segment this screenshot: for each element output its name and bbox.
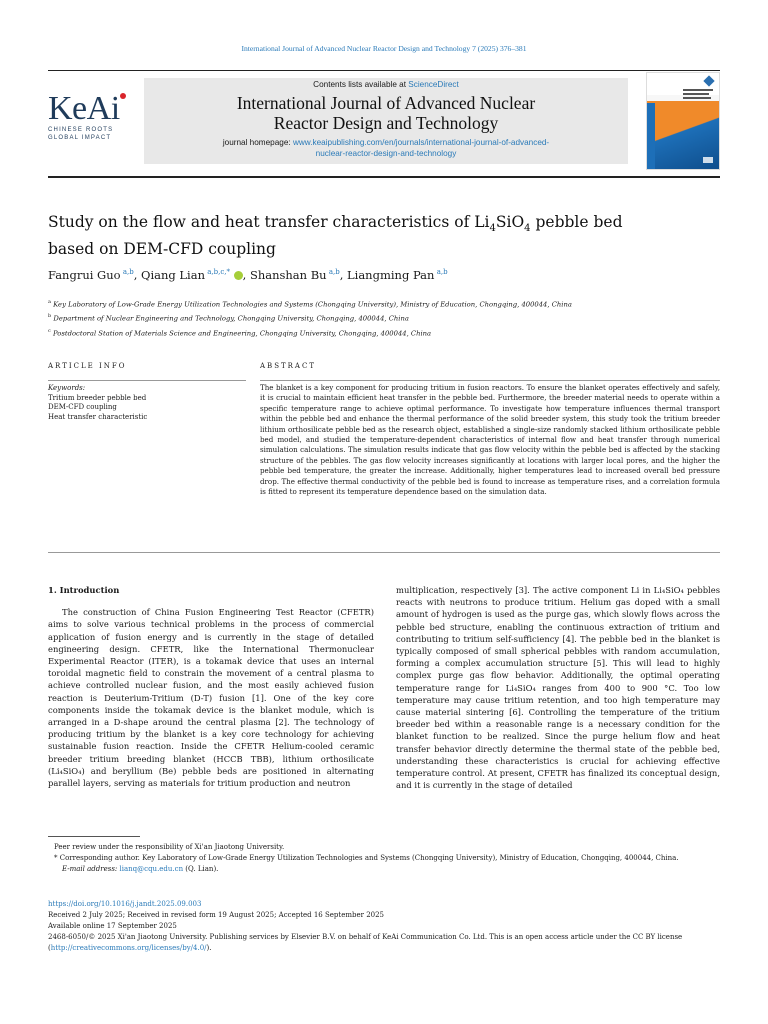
journal-cover-image[interactable] <box>646 72 720 170</box>
journal-reference[interactable]: International Journal of Advanced Nuclear Reactor Design and Technology 7 (2025) 376–381 <box>241 44 527 53</box>
footnote-rule <box>48 836 140 837</box>
email-note: E-mail address: lianq@cqu.edu.cn (Q. Lian). <box>62 864 219 873</box>
keywords-block <box>48 384 147 422</box>
keyword-item: Heat transfer characteristic <box>48 412 148 421</box>
abstract-bottom-rule <box>48 552 720 553</box>
body-paragraph: The construction of China Fusion Engineering Test Reactor (CFETR) aims to solve various technical problems in the process of commercial application of fusion energy and is currently in the stage of detailed engineering design. CFETR, like the International Thermonuclear Experimental Reactor (ITER), is a tokamak device that uses an internal toroidal magnetic field to constrain the movement of a central plasma to achieve controlled nuclear fusion, and the most easily achieved fusion reaction is Deuterium-Tritium (D-T) fusion [1]. One of the key core components inside the tokamak device is the blanket module, which is arranged in a D-shape around the central plasma [2]. The technology of producing tritium by the blanket is a key core technology for achieving sustainable fusion reaction. Inside the CFETR Helium-cooled ceramic breeder tritium breeding blanket (HCCB TBB), lithium orthosilicate (Li₄SiO₄) and beryllium (Be) pebble beds are positioned in alternating parallel layers, serving as materials for tritium production and neutron <box>48 607 374 789</box>
logo-dot-icon <box>120 93 126 99</box>
keyword-item: DEM-CFD coupling <box>48 403 117 412</box>
logo-tagline-1: CHINESE ROOTS <box>48 127 114 133</box>
abstract-text: The blanket is a key component for producing tritium in fusion reactors. To ensure the blanket operates effectively and safely, it is crucial to maintain efficient heat transfer in the pebble bed. Furthermore, the breeder material needs to operate within a specific temperature range to achieve optimal performance. To investigate how temperature influences thermal transport within the pebble bed and enhance the thermal performance of the solid breeder system, this study took the tritium breeder lithium orthosilicate pebble bed as the research object, established a single-size randomly stacked lithium orthosilicate pebble bed model, and studied the temperature-dependent characteristics of internal flow and heat transfer through numerical simulation calculations. The simulation results indicate that gas flow velocity within the pebble bed is affected by the stacking structure of the pebbles. The gas flow velocity increases significantly at locations with larger local pores, and the higher the pebble bed temperature, the greater the increase. Additionally, higher temperatures lead to increased overall bed pressure drop. The effective thermal conductivity of the pebble bed is found to increase as temperature rises, and a correlation formula is fitted to represent its temperature dependence based on the simulation data. <box>260 383 720 497</box>
author-name[interactable]: Shanshan Bu <box>249 268 327 282</box>
body-paragraph: multiplication, respectively [3]. The active component Li in Li₄SiO₄ pebbles reacts with neutrons to produce tritium. Helium gas doped with a small amount of hydrogen is used as the purge gas, which slowly flows across the pebble bed structure, enabling the continuous extraction of tritium and contributing to tritium self-sufficiency [4]. The pebble bed in the blanket is typically composed of small spherical pebbles with random accumulation, forming a complex accumulation structure [5]. This will lead to highly complex purge gas flow behavior. Additionally, the optimal operating temperature range for Li₄SiO₄ ranges from 400 to 900 °C. Too low temperature may cause tritium retention, and too high temperature may cause material sintering [6]. Controlling the temperature of the tritium breeder bed within a reasonable range is a necessary condition for the blanket function to be realized. Since the purge helium flow and heat transfer behavior directly determine the thermal state of the pebble bed, understanding these characteristics is crucial for achieving effective temperature control. At present, CFETR has finalized its conceptual design, and it is currently in the stage of detailed <box>396 585 720 791</box>
corresponding-author-note: * Corresponding author. Key Laboratory of Low-Grade Energy Utilization Technologies and Systems (Chongqing University), Ministry of Education, Chongqing, 400044, China. <box>54 853 679 862</box>
author-list: Fangrui Guo $^{a,b}$, Qiang Lian $^{a,b,c,*}$ , Shanshan Bu $^{a,b}$, Liangming Pan $^{a,b}$ <box>48 268 448 282</box>
affiliations <box>48 296 572 339</box>
available-online: Available online 17 September 2025 <box>48 921 177 930</box>
orcid-icon[interactable] <box>234 271 243 280</box>
logo-wordmark: KeAi <box>48 92 138 126</box>
author-affil-sup[interactable]: a,b,c,* <box>207 268 230 277</box>
author-name[interactable]: Qiang Lian <box>141 268 205 282</box>
peer-review-note: Peer review under the responsibility of Xi'an Jiaotong University. <box>54 843 285 851</box>
header-rule-top <box>48 70 720 71</box>
contents-line: Contents lists available at ScienceDirect <box>313 80 459 89</box>
header-rule-bottom <box>48 176 720 178</box>
received-dates: Received 2 July 2025; Received in revised form 19 August 2025; Accepted 16 September 2025 <box>48 910 385 919</box>
keai-logo[interactable] <box>48 92 138 142</box>
license-link[interactable]: http://creativecommons.org/licenses/by/4.0/ <box>50 943 207 952</box>
keywords-label: Keywords: <box>48 384 86 392</box>
article-metadata <box>48 899 720 954</box>
author-name[interactable]: Liangming Pan <box>347 268 435 282</box>
author-affil-sup[interactable]: a,b <box>436 268 448 277</box>
abstract-rule <box>260 380 720 381</box>
sciencedirect-link[interactable]: ScienceDirect <box>408 80 459 89</box>
affiliation-item: $^a$ Key Laboratory of Low-Grade Energy Utilization Technologies and Systems (Chongqing University), Ministry of Education, Chongqing, 400044, China <box>48 299 572 309</box>
author-affil-sup[interactable]: a,b <box>122 268 134 277</box>
email-link[interactable]: lianq@cqu.edu.cn <box>119 864 184 873</box>
doi-link[interactable]: https://doi.org/10.1016/j.jandt.2025.09.003 <box>48 900 202 908</box>
license-statement: 2468-6050/© 2025 Xi'an Jiaotong University. Publishing services by Elsevier B.V. on behalf of KeAi Communication Co. Ltd. This is an open access article under the CC BY license (http://creativecommons.org/licenses/by/4.0/). <box>48 932 683 952</box>
body-column-left <box>48 584 374 789</box>
article-info-rule <box>48 380 246 381</box>
author-name[interactable]: Fangrui Guo <box>48 268 121 282</box>
journal-banner <box>144 78 628 164</box>
footnotes <box>48 842 720 874</box>
affiliation-item: $^c$ Postdoctoral Station of Materials Science and Engineering, Chongqing University, Chongqing, 400044, China <box>48 327 432 337</box>
body-column-right <box>396 584 720 791</box>
article-title: Study on the flow and heat transfer characteristics of $Li_4SiO_4$ pebble bed based on DEM-CFD coupling <box>48 213 623 259</box>
author-affil-sup[interactable]: a,b <box>328 268 340 277</box>
section-heading: 1. Introduction <box>48 585 120 595</box>
journal-title: International Journal of Advanced Nuclear Reactor Design and Technology <box>236 93 536 133</box>
abstract-heading: ABSTRACT <box>260 362 317 370</box>
logo-tagline-2: GLOBAL IMPACT <box>48 135 112 141</box>
article-info-heading: ARTICLE INFO <box>48 362 127 370</box>
homepage-link[interactable]: www.keaipublishing.com/en/journals/international-journal-of-advanced- nuclear-reactor-design-and-technology <box>292 138 550 158</box>
journal-homepage: journal homepage: www.keaipublishing.com/en/journals/international-journal-of-advanced- nuclear-reactor-design-and-technology <box>222 138 550 158</box>
keyword-item: Tritium breeder pebble bed <box>48 393 147 402</box>
affiliation-item: $^b$ Department of Nuclear Engineering and Technology, Chongqing University, Chongqing, 400044, China <box>48 313 409 323</box>
